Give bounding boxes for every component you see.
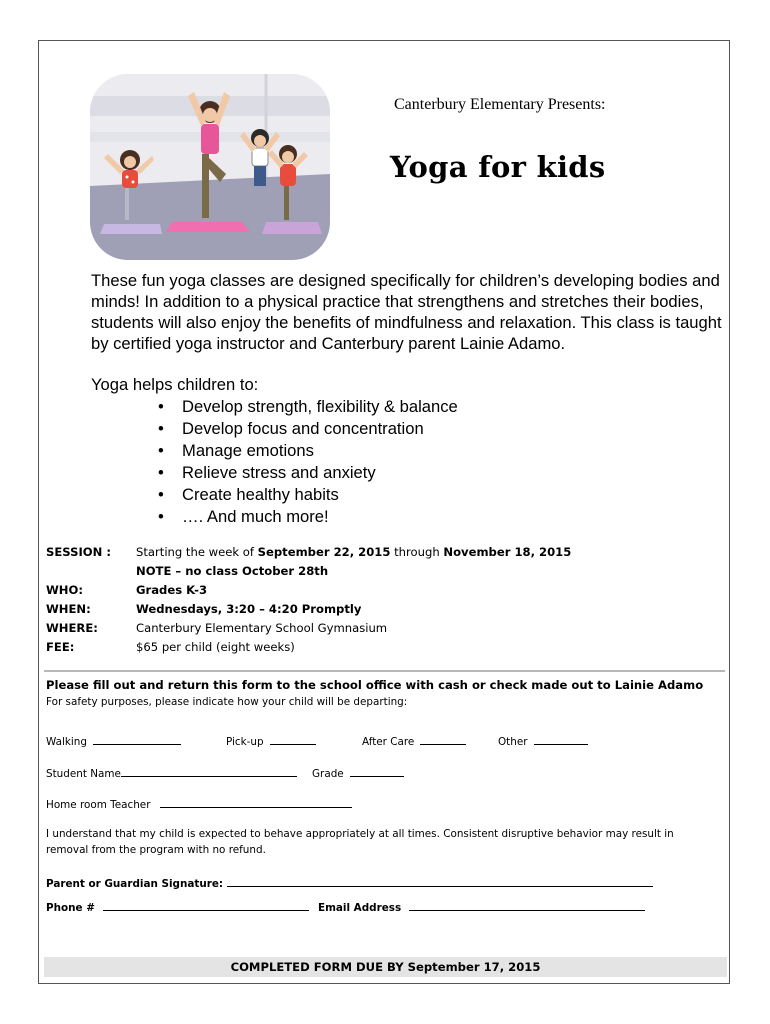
after-care-label: After Care [362, 736, 415, 748]
pickup-field[interactable] [226, 733, 316, 748]
signature-label: Parent or Guardian Signature: [46, 878, 224, 890]
student-name-blank[interactable] [121, 765, 297, 777]
signature-blank[interactable] [227, 875, 653, 887]
safety-note: For safety purposes, please indicate how your child will be departing: [46, 696, 408, 708]
form-instructions: Please fill out and return this form to the school office with cash or check made out to Lainie Adamo [46, 678, 704, 692]
homeroom-blank[interactable] [160, 796, 352, 808]
grade-field[interactable] [312, 765, 404, 780]
benefit-item: • Relieve stress and anxiety [158, 462, 458, 484]
session-start-date: September 22, 2015 [257, 545, 391, 559]
benefits-list [158, 396, 458, 528]
after-care-blank[interactable] [420, 733, 466, 745]
when-value: Wednesdays, 3:20 – 4:20 Promptly [136, 602, 362, 616]
student-name-field[interactable] [46, 765, 297, 780]
yoga-kids-image [90, 74, 330, 260]
walking-blank[interactable] [93, 733, 181, 745]
behavior-agreement: I understand that my child is expected to behave appropriately at all times. Consistent disruptive behavior may result in removal from the program with no refund. [46, 828, 674, 856]
session-prefix: Starting the week of [136, 545, 254, 559]
flyer-title: Yoga for kids [390, 150, 606, 184]
benefit-item: • Manage emotions [158, 440, 458, 462]
grade-blank[interactable] [350, 765, 404, 777]
signature-field[interactable] [46, 875, 653, 890]
section-divider [44, 670, 725, 672]
intro-paragraph: These fun yoga classes are designed specifically for children’s developing bodies and minds! In addition to a physical practice that strengthens and stretches their bodies, students will also enjoy the benefits of mindfulness and relaxation. This class is taught by certified yoga instructor and Canterbury parent Lainie Adamo. [91, 271, 722, 353]
student-name-label: Student Name [46, 768, 121, 780]
email-field[interactable] [318, 899, 645, 914]
grade-label: Grade [312, 768, 344, 780]
homeroom-field[interactable] [46, 796, 352, 811]
no-class-note: NOTE – no class October 28th [136, 564, 329, 578]
walking-field[interactable] [46, 733, 181, 748]
fee-value: $65 per child (eight weeks) [136, 640, 295, 654]
walking-label: Walking [46, 736, 87, 748]
benefit-item: • Develop focus and concentration [158, 418, 458, 440]
phone-blank[interactable] [103, 899, 309, 911]
phone-field[interactable] [46, 899, 309, 914]
due-date-banner: COMPLETED FORM DUE BY September 17, 2015 [44, 957, 727, 977]
fee-label: FEE: [46, 640, 75, 654]
other-blank[interactable] [534, 733, 588, 745]
benefit-item: • …. And much more! [158, 506, 458, 528]
phone-label: Phone # [46, 902, 95, 914]
benefit-item: • Develop strength, flexibility & balance [158, 396, 458, 418]
homeroom-label: Home room Teacher [46, 799, 151, 811]
pickup-blank[interactable] [270, 733, 316, 745]
when-label: WHEN: [46, 602, 91, 616]
who-value: Grades K-3 [136, 583, 208, 597]
after-care-field[interactable] [362, 733, 466, 748]
other-label: Other [498, 736, 528, 748]
session-label: SESSION : [46, 545, 111, 559]
benefit-item: • Create healthy habits [158, 484, 458, 506]
where-label: WHERE: [46, 621, 98, 635]
who-label: WHO: [46, 583, 83, 597]
benefits-heading: Yoga helps children to: [91, 375, 259, 394]
session-through: through [394, 545, 440, 559]
email-label: Email Address [318, 902, 402, 914]
where-value: Canterbury Elementary School Gymnasium [136, 621, 388, 635]
kids-yoga-illustration [90, 74, 330, 260]
presenter-line: Canterbury Elementary Presents: [394, 96, 606, 113]
email-blank[interactable] [409, 899, 645, 911]
session-value [136, 545, 571, 559]
other-field[interactable] [498, 733, 588, 748]
pickup-label: Pick-up [226, 736, 264, 748]
session-end-date: November 18, 2015 [443, 545, 572, 559]
